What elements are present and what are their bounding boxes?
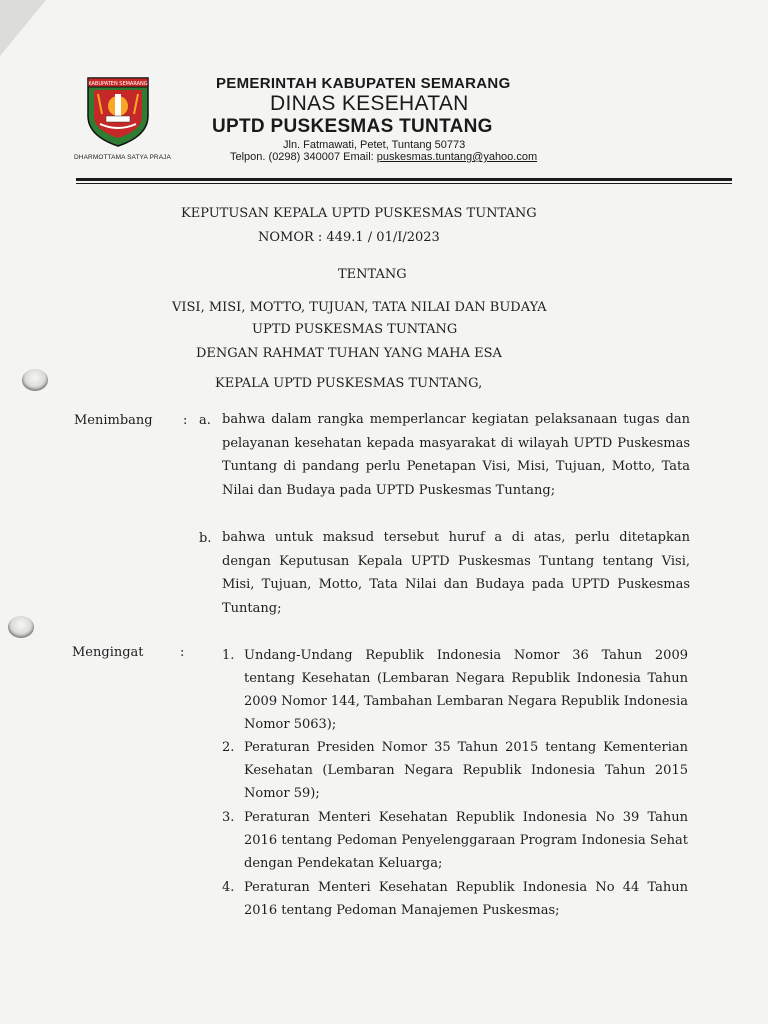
tentang-heading: TENTANG bbox=[338, 267, 407, 282]
menimbang-label: Menimbang bbox=[74, 413, 153, 428]
punch-hole-bottom bbox=[8, 616, 34, 638]
letterhead-rule-thin bbox=[76, 183, 732, 184]
government-name: PEMERINTAH KABUPATEN SEMARANG bbox=[216, 75, 511, 92]
letterhead-rule-thick bbox=[76, 178, 732, 181]
subject-line-1: VISI, MISI, MOTTO, TUJUAN, TATA NILAI DAN BUDAYA bbox=[172, 300, 547, 315]
mengingat-marker-3: 3. bbox=[222, 810, 235, 825]
scan-corner-shadow bbox=[0, 0, 46, 56]
menimbang-item-b: bahwa untuk maksud tersebut huruf a di atas, perlu ditetapkan dengan Keputusan Kepala UPTD Puskesmas Tuntang tentang Visi, Misi, Tujuan, Motto, Tata Nilai dan Budaya pada UPTD Puskesmas Tuntang; bbox=[222, 530, 690, 616]
kabupaten-semarang-emblem bbox=[86, 76, 150, 148]
mengingat-colon: : bbox=[180, 645, 185, 660]
decree-title: KEPUTUSAN KEPALA UPTD PUSKESMAS TUNTANG bbox=[181, 206, 537, 221]
mengingat-item-4: Peraturan Menteri Kesehatan Republik Indonesia No 44 Tahun 2016 tentang Pedoman Manajemen Puskesmas; bbox=[244, 880, 688, 918]
menimbang-marker-b: b. bbox=[199, 531, 212, 546]
address-line: Jln. Fatmawati, Petet, Tuntang 50773 bbox=[283, 139, 466, 151]
blessing-line: DENGAN RAHMAT TUHAN YANG MAHA ESA bbox=[196, 346, 502, 361]
mengingat-item-1: Undang-Undang Republik Indonesia Nomor 36 Tahun 2009 tentang Kesehatan (Lembaran Negara Republik Indonesia Tahun 2009 Nomor 144, Tambahan Lembaran Negara Republik Indonesia Nomor 5063); bbox=[244, 648, 688, 732]
mengingat-marker-1: 1. bbox=[222, 648, 235, 663]
punch-hole-top bbox=[22, 369, 48, 391]
menimbang-colon: : bbox=[183, 413, 188, 428]
mengingat-marker-2: 2. bbox=[222, 740, 235, 755]
emblem-motto: DHARMOTTAMA SATYA PRAJA bbox=[74, 154, 171, 161]
agency-name: DINAS KESEHATAN bbox=[270, 92, 469, 115]
issuer-line: KEPALA UPTD PUSKESMAS TUNTANG, bbox=[215, 376, 483, 391]
decree-number: NOMOR : 449.1 / 01/I/2023 bbox=[258, 230, 440, 245]
subject-line-2: UPTD PUSKESMAS TUNTANG bbox=[252, 322, 458, 337]
menimbang-marker-a: a. bbox=[199, 413, 211, 428]
contact-line bbox=[230, 151, 537, 163]
emblem-label: KABUPATEN SEMARANG bbox=[88, 81, 148, 87]
mengingat-marker-4: 4. bbox=[222, 880, 235, 895]
mengingat-item-3: Peraturan Menteri Kesehatan Republik Indonesia No 39 Tahun 2016 tentang Pedoman Penyelenggaraan Program Indonesia Sehat dengan Pendekatan Keluarga; bbox=[244, 810, 688, 871]
email-link[interactable]: puskesmas.tuntang@yahoo.com bbox=[376, 151, 538, 163]
menimbang-item-a: bahwa dalam rangka memperlancar kegiatan pelaksanaan tugas dan pelayanan kesehatan kepada masyarakat di wilayah UPTD Puskesmas Tuntang di pandang perlu Penetapan Visi, Misi, Tujuan, Motto, Tata Nilai dan Budaya pada UPTD Puskesmas Tuntang; bbox=[222, 412, 690, 498]
unit-name: UPTD PUSKESMAS TUNTANG bbox=[212, 116, 493, 137]
contact-phone: Telpon. (0298) 340007 Email: bbox=[230, 151, 377, 163]
mengingat-label: Mengingat bbox=[72, 645, 144, 660]
mengingat-item-2: Peraturan Presiden Nomor 35 Tahun 2015 tentang Kementerian Kesehatan (Lembaran Negara Republik Indonesia Tahun 2015 Nomor 59); bbox=[244, 740, 688, 801]
